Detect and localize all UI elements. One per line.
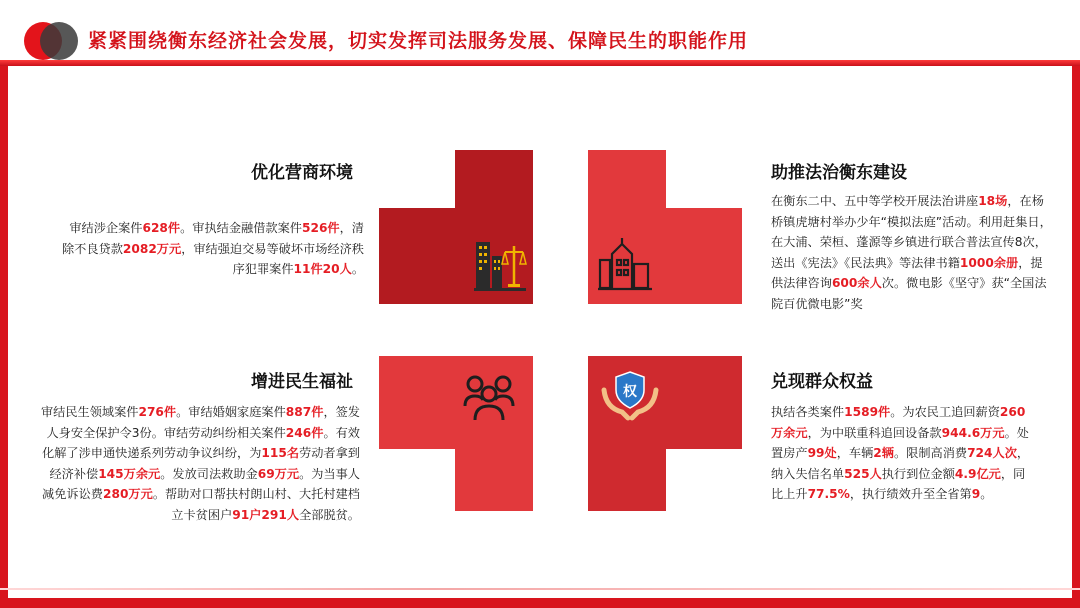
highlight-number: 1589件 — [844, 405, 891, 419]
people-group-icon — [461, 372, 517, 428]
highlight-number: 115名 — [261, 446, 300, 460]
text-seg: ，车辆 — [836, 446, 874, 460]
heading-rights: 兑现群众权益 — [771, 372, 873, 392]
highlight-number: 887件 — [285, 405, 324, 419]
cross-panel-bottom-right-lower — [588, 449, 666, 511]
highlight-number: 724人次 — [967, 446, 1017, 460]
highlight-number: 145万余元 — [98, 466, 161, 481]
text-seg: 劳动者拿到经济补偿 — [49, 446, 360, 481]
text-seg: 。限制高消费 — [893, 446, 968, 460]
highlight-number: 260万余元 — [771, 405, 1026, 440]
heading-rule-of-law: 助推法治衡东建设 — [771, 163, 907, 183]
highlight-number: 944.6万元 — [941, 425, 1005, 440]
text-rule-of-law — [771, 191, 1053, 314]
text-seg: 。处置房产 — [771, 425, 1029, 460]
text-business — [58, 218, 364, 280]
highlight-number: 77.5% — [807, 487, 850, 501]
text-seg: ，纳入失信名单 — [771, 446, 1030, 481]
highlight-number: 9 — [971, 487, 981, 501]
highlight-number: 99处 — [807, 446, 837, 460]
highlight-number: 2辆 — [873, 446, 894, 460]
highlight-number: 18场 — [978, 194, 1008, 208]
highlight-number: 69万元 — [257, 466, 300, 481]
text-seg: ，执行绩效升至全省第 — [849, 487, 972, 501]
frame-left-border — [0, 60, 8, 608]
text-seg: 。审执结金融借款案件 — [180, 221, 302, 235]
highlight-number: 280万元 — [102, 487, 153, 501]
cross-panel-top-right-upper — [588, 150, 666, 208]
text-seg: ，清除不良贷款 — [61, 221, 364, 256]
text-seg: ，同比上升 — [771, 466, 1026, 501]
text-seg: 。为当事人减免诉讼费 — [42, 466, 360, 501]
shield-char: 权 — [623, 384, 637, 400]
text-seg: 。 — [980, 487, 993, 501]
text-seg: 在衡东二中、五中等学校开展法治讲座 — [771, 194, 979, 208]
hands-shield-icon — [600, 368, 660, 426]
highlight-number: 526件 — [301, 221, 340, 235]
logo-circle-dark — [40, 22, 78, 60]
text-seg: 。帮助对口帮扶村朗山村、大托村建档立卡贫困户 — [152, 487, 360, 522]
highlight-number: 1000余册 — [959, 255, 1019, 270]
highlight-number: 628件 — [142, 221, 181, 235]
heading-business: 优化营商环境 — [251, 163, 353, 183]
text-seg: 执结各类案件 — [771, 405, 845, 419]
frame-bottom-border — [0, 598, 1080, 608]
building-scales-icon — [472, 236, 532, 296]
city-buildings-icon — [598, 236, 654, 296]
text-seg: ，签发人身安全保护令3份。审结劳动纠纷相关案件 — [46, 405, 360, 440]
text-seg: 。有效化解了涉申通快递系列劳动争议纠纷，为 — [42, 425, 360, 460]
text-seg: ，提供法律咨询 — [771, 255, 1043, 290]
text-seg: 审结民生领域案件 — [40, 405, 139, 419]
highlight-number: 276件 — [138, 405, 177, 419]
heading-welfare: 增进民生福祉 — [251, 372, 353, 392]
highlight-number: 4.9亿元 — [954, 466, 1001, 481]
frame-right-border — [1072, 60, 1080, 608]
header-bar — [0, 60, 1080, 66]
highlight-number: 11件20人 — [293, 262, 352, 276]
cross-panel-top-left-upper — [455, 150, 533, 208]
text-seg: 审结涉企案件 — [69, 221, 143, 235]
text-welfare — [40, 402, 360, 525]
highlight-number: 246件 — [285, 425, 324, 440]
page-title: 紧紧围绕衡东经济社会发展，切实发挥司法服务发展、保障民生的职能作用 — [88, 30, 749, 52]
text-seg: ，审结强迫交易等破坏市场经济秩序犯罪案件 — [181, 241, 364, 276]
text-seg: ，在杨桥镇虎塘村举办少年“模拟法庭”活动。利用赶集日，在大浦、荣桓、蓬源等乡镇进行联合普法宣传8次，送出《宪法》《民法典》等法律书籍 — [771, 194, 1052, 270]
text-rights — [771, 402, 1033, 505]
text-seg: 。为农民工追回薪资 — [890, 405, 1000, 419]
text-seg: 。审结婚姻家庭案件 — [176, 405, 286, 419]
text-seg: 。 — [351, 262, 364, 276]
text-seg: ，为中联重科追回设备款 — [807, 425, 942, 440]
text-seg: 。发放司法救助金 — [160, 466, 258, 481]
cross-panel-bottom-left-lower — [455, 449, 533, 511]
text-seg: 执行到位金额 — [881, 466, 955, 481]
highlight-number: 2082万元 — [122, 241, 182, 256]
frame-bottom-line — [0, 588, 1080, 590]
highlight-number: 600余人 — [831, 276, 882, 290]
highlight-number: 525人 — [844, 466, 882, 481]
text-seg: 次。微电影《坚守》获“全国法院百优微电影”奖 — [771, 276, 1047, 311]
highlight-number: 91户291人 — [232, 507, 300, 522]
text-seg: 全部脱贫。 — [299, 507, 360, 522]
